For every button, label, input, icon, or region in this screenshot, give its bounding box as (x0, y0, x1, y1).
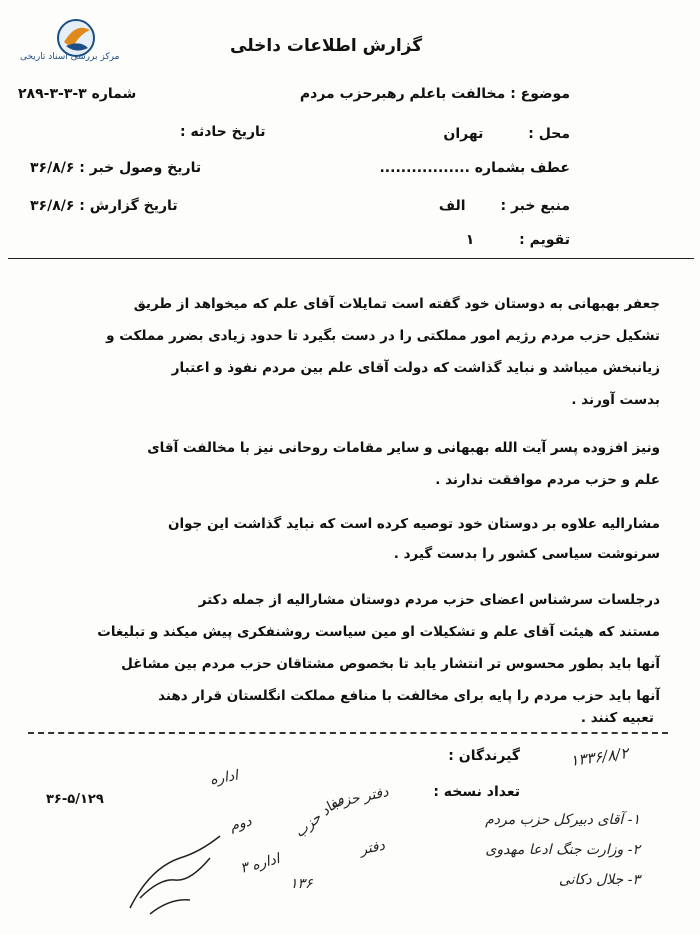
handwritten-note: دوم (228, 813, 254, 835)
place-value: تهران (443, 126, 484, 142)
receipt-date-value: ۳۶/۸/۶ (30, 160, 75, 176)
handwritten-note: مفاد حزب (291, 790, 348, 842)
body-line: درجلسات سرشناس اعضای حزب مردم دوستان مشارالیه از جمله دکتر (198, 592, 660, 608)
handwritten-signature-icon (120, 828, 240, 918)
body-line: ونیز افزوده پسر آیت الله بهبهانی و سایر مقامات روحانی نیز با مخالفت آقای (147, 440, 660, 456)
body-line: آنها باید حزب مردم را پایه برای مخالفت با منافع مملکت انگلستان قرار دهند (158, 688, 660, 704)
event-date-field (180, 124, 266, 140)
event-date-label: تاریخ حادثه : (180, 124, 266, 140)
handwritten-note: دفتر حزب (328, 784, 390, 812)
handwritten-note: دفتر (358, 837, 387, 859)
footer-divider (28, 732, 668, 734)
place-field (443, 126, 570, 142)
document-code: ۳۶-۵/۱۲۹ (46, 792, 104, 807)
source-label: منبع خبر : (500, 198, 570, 214)
archive-logo-text: مرکز بررسی اسناد تاریخی (20, 52, 120, 62)
report-date-label: تاریخ گزارش : (79, 198, 178, 214)
archive-logo (14, 12, 164, 72)
body-line: زیانبخش میباشد و نباید گذاشت که دولت آقای علم بین مردم نفوذ و اعتبار (171, 360, 660, 376)
place-label: محل : (528, 126, 570, 142)
report-date-field (30, 198, 178, 214)
copies-label: تعداد نسخه : (433, 784, 520, 800)
body-line: آنها باید بطور محسوس تر انتشار یابد تا بخصوص مشتاقان حزب مردم بین مشاغل (121, 656, 660, 672)
recipient-2: ۲- وزارت جنگ ادعا مهدوی (485, 842, 640, 858)
handwritten-date: ۱۳۳۶/۸/۲ (569, 744, 630, 770)
subject-value: مخالفت باعلم رهبرحزب مردم (299, 86, 506, 102)
ref-label: عطف بشماره (474, 160, 570, 176)
body-line: بدست آورند . (571, 392, 660, 408)
source-value: الف (438, 198, 466, 214)
body-line: تعبیه کنند . (580, 710, 654, 726)
handwritten-note: ۱۳۶ (290, 876, 313, 892)
body-line: جعفر بهبهانی به دوستان خود گفته است تمایلات آقای علم که میخواهد از طریق (133, 296, 660, 312)
receipt-date-label: تاریخ وصول خبر : (79, 160, 202, 176)
source-field (439, 198, 570, 214)
subject-label: موضوع : (510, 86, 570, 102)
handwritten-note: اداره (208, 767, 240, 789)
header-divider (8, 258, 694, 259)
body-line: مستند که هیئت آقای علم و تشکیلات او مین سیاست روشنفکری پیش میکند و تبلیغات (97, 624, 660, 640)
number-value: ۳-۳-۳-۲۸۹ (18, 86, 87, 102)
rating-field (466, 232, 570, 248)
archive-logo-icon (14, 12, 164, 72)
ref-value: ................. (379, 160, 470, 176)
ref-field (379, 160, 570, 176)
body-line: مشارالیه علاوه بر دوستان خود توصیه کرده است که نباید گذاشت این جوان (167, 516, 660, 532)
body-line: علم و حزب مردم موافقت ندارند . (435, 472, 660, 488)
recipients-label: گیرندگان : (448, 748, 520, 764)
subject-field (300, 86, 570, 102)
recipient-1: ۱- آقای دبیرکل حزب مردم (485, 812, 640, 828)
number-field (18, 86, 136, 102)
recipient-3: ۳- جلال دکانی (558, 872, 640, 888)
number-label: شماره (91, 86, 137, 102)
body-line: تشکیل حزب مردم رژیم امور مملکتی را در دست بگیرد تا حدود زیادی بضرر مملکت و (106, 328, 660, 344)
report-title: گزارش اطلاعات داخلی (230, 36, 423, 56)
rating-label: تقویم : (519, 232, 570, 248)
report-date-value: ۳۶/۸/۶ (30, 198, 75, 214)
rating-value: ۱ (465, 232, 475, 248)
handwritten-note: اداره ۳ (238, 851, 282, 877)
body-line: سرنوشت سیاسی کشور را بدست گیرد . (393, 546, 660, 562)
receipt-date-field (30, 160, 201, 176)
